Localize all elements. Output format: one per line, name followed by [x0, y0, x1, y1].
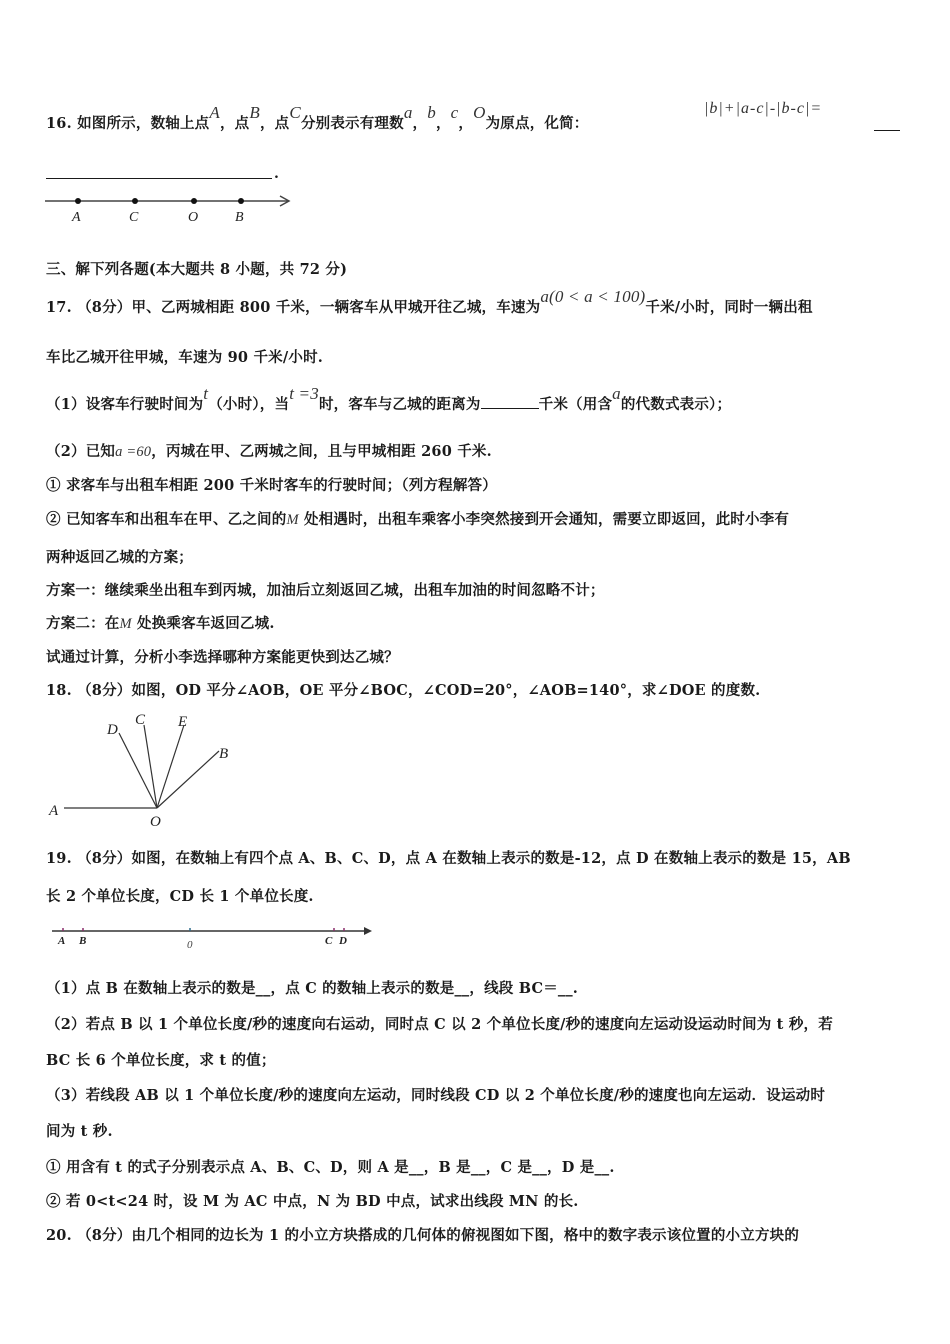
q19-label-a: A — [58, 935, 66, 947]
q17-part1: （1）设客车行驶时间为t（小时），当t =3时，客车与乙城的距离为 千米（用含a的代数式表示）； — [46, 384, 732, 413]
q18-label-d: D — [107, 722, 118, 738]
q18-label-c: C — [135, 712, 146, 728]
q16-answer-blank-1 — [874, 130, 900, 131]
q17-ask: 试通过计算，分析小李选择哪种方案能更快到达乙城？ — [46, 649, 399, 666]
point-a-label: A — [209, 103, 220, 122]
q18-text: 18. （8分）如图，OD 平分∠AOB，OE 平分∠BOC，∠COD=20°，∠AOB=140°，求∠DOE 的度数. — [46, 682, 761, 699]
q16-end-period: . — [274, 166, 279, 182]
q19-part2-line1: （2）若点 B 以 1 个单位长度/秒的速度向右运动，同时点 C 以 2 个单位长度/秒的速度向左运动设运动时间为 t 秒，若 — [46, 1016, 833, 1033]
q16-fig-label-a: A — [72, 210, 81, 225]
q16-fig-label-c: C — [129, 210, 139, 225]
q19-part3-line1: （3）若线段 AB 以 1 个单位长度/秒的速度向左运动，同时线段 CD 以 2 个单位长度/秒的速度也向左运动．设运动时 — [46, 1087, 826, 1104]
q19-label-zero: 0 — [187, 939, 193, 951]
q18-label-a: A — [49, 803, 59, 819]
q16-answer-blank-2 — [46, 178, 272, 179]
q16-fig-label-o: O — [188, 210, 199, 225]
q19-part2-line2: BC 长 6 个单位长度，求 t 的值； — [46, 1052, 276, 1069]
q17-part2: （2）已知a =60，丙城在甲、乙两城之间，且与甲城相距 260 千米. — [46, 443, 492, 460]
q19-sub2: ② 若 0<t<24 时，设 M 为 AC 中点，N 为 BD 中点，试求出线段 MN 的长. — [46, 1193, 579, 1210]
q19-line1: 19. （8分）如图，在数轴上有四个点 A、B、C、D，点 A 在数轴上表示的数是-12，点 D 在数轴上表示的数是 15，AB — [46, 850, 851, 867]
q19-label-c: C — [325, 935, 333, 947]
q19-number-line-figure — [48, 920, 378, 952]
q16-number-line-figure — [40, 190, 300, 230]
q19-part1: （1）点 B 在数轴上表示的数是__，点 C 的数轴上表示的数是__，线段 BC＝__. — [46, 980, 579, 997]
q18-label-b: B — [219, 746, 229, 762]
q17-answer-blank — [481, 394, 539, 409]
q19-line2: 长 2 个单位长度，CD 长 1 个单位长度. — [46, 888, 314, 905]
q20-line1: 20. （8分）由几个相同的边长为 1 的小立方块搭成的几何体的俯视图如下图，格中的数字表示该位置的小立方块的 — [46, 1227, 800, 1244]
q17-plan2: 方案二：在M 处换乘客车返回乙城. — [46, 615, 275, 632]
section-heading: 三、解下列各题(本大题共 8 小题，共 72 分) — [46, 261, 348, 278]
q17-sub2-line2: 两种返回乙城的方案； — [46, 549, 193, 566]
q18-label-e: E — [178, 714, 188, 730]
q18-label-o: O — [150, 814, 161, 830]
q19-label-b: B — [79, 935, 87, 947]
q16-fig-label-b: B — [235, 210, 244, 225]
q17-line2: 车比乙城开往甲城，车速为 90 千米/小时. — [46, 349, 324, 366]
q17-line1: 17. （8分）甲、乙两城相距 800 千米，一辆客车从甲城开往乙城，车速为a(0 < a < 100)千米/小时，同时一辆出租 — [46, 287, 813, 316]
q19-label-d: D — [339, 935, 347, 947]
q16-number: 16. — [46, 115, 72, 132]
q17-sub1: ① 求客车与出租车相距 200 千米时客车的行驶时间；（列方程解答） — [46, 477, 497, 494]
q16-expression: |b|+|a-c|-|b-c|= — [704, 100, 823, 117]
q19-part3-line2: 间为 t 秒. — [46, 1123, 113, 1140]
q17-sub2: ② 已知客车和出租车在甲、乙之间的M 处相遇时，出租车乘客小李突然接到开会通知，需要立即返回，此时小李有 — [46, 511, 790, 528]
q17-speed-range: a(0 < a < 100) — [540, 287, 646, 306]
q19-sub1: ① 用含有 t 的式子分别表示点 A、B、C、D，则 A 是__，B 是__，C 是__，D 是__. — [46, 1159, 615, 1176]
q18-angle-figure — [44, 708, 234, 832]
q16-line1: 16. 如图所示，数轴上点A，点B，点C分别表示有理数a，b，c，O为原点，化简： — [46, 103, 589, 132]
q17-plan1: 方案一：继续乘坐出租车到丙城，加油后立刻返回乙城，出租车加油的时间忽略不计； — [46, 582, 605, 599]
